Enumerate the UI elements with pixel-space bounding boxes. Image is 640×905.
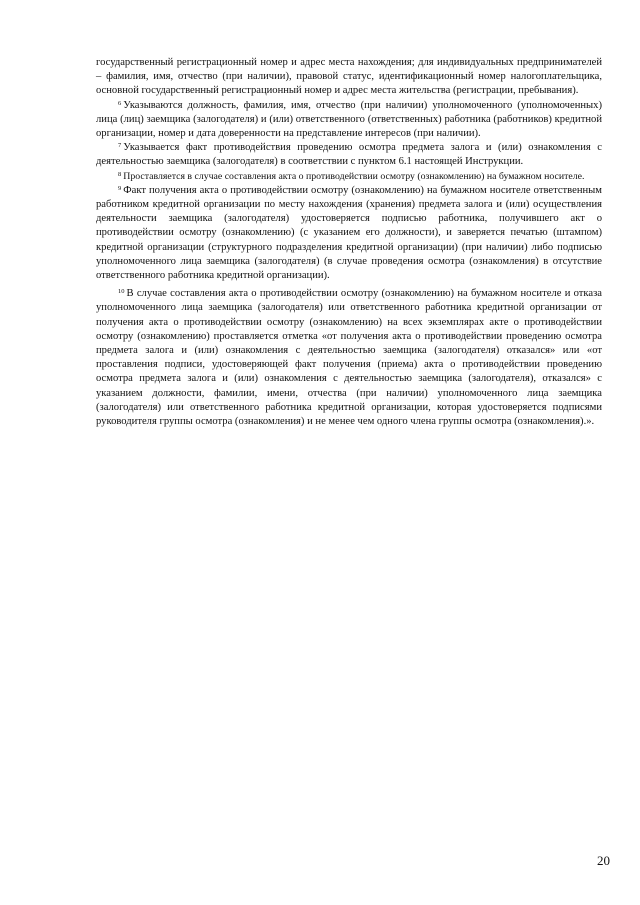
- footnote-marker: 9: [118, 184, 122, 192]
- footnote-6: $^6$ Указываются должность, фамилия, имя, отчество (при наличии) уполномоченного (уполномоченных) лица (лиц) заемщика (залогодателя) и (или) ответственного (ответственных) работника (работников) кредитной организации, номер и дата доверенности на представление интересов (при наличии).: [96, 99, 602, 140]
- footnote-marker: 10: [118, 288, 125, 296]
- footnote-8: $^8$ Проставляется в случае составления акта о противодействии осмотру (ознакомлению) на бумажном носителе.: [118, 170, 585, 182]
- footnote-9: $^9$ Факт получения акта о противодействии осмотру (ознакомлению) на бумажном носителе ответственным работником кредитной организации по месту нахождения (хранения) предмета залога и (или) осуществления деятельности заемщика (залогодателя) удостоверяется подписью работника, получившего акт о противодействии осмотру (ознакомлению) (с указанием его должности), и заверяется печатью (штампом) кредитной организации (структурного подразделения кредитной организации) (при наличии) либо подписью уполномоченного лица заемщика (залогодателя) (в случае проведения осмотра (ознакомления) в отсутствие ответственного работника кредитной организации).: [96, 184, 602, 282]
- footnote-7: $^7$ Указывается факт противодействия проведению осмотра предмета залога и (или) ознакомления с деятельностью заемщика (залогодателя) в соответствии с пунктом 6.1 настоящей Инструкции.: [96, 142, 602, 168]
- paragraph-continuation: государственный регистрационный номер и адрес места нахождения; для индивидуальных предпринимателей – фамилия, имя, отчество (при наличии), правовой статус, идентификационный номер налогоплательщика, основной государственный регистрационный номер и адрес места жительства (регистрации, пребывания).: [96, 57, 602, 97]
- page-number: 20: [597, 853, 610, 868]
- footnote-marker: 6: [118, 99, 122, 107]
- footnote-marker: 8: [118, 170, 122, 178]
- footnote-marker: 7: [118, 142, 122, 150]
- footnote-10: $^{10}$ В случае составления акта о противодействии осмотру (ознакомлению) на бумажном носителе и отказа уполномоченного лица заемщика (залогодателя) или ответственного работника кредитной организации от получения акта о противодействии осмотру (ознакомлению) на всех экземплярах акте о противодействии осмотру (ознакомлению) проставляется отметка «от получения акта о противодействии проведению осмотра предмета залога и (или) ознакомления с деятельностью заемщика (залогодателя) отказался» или «от проставления подписи, удостоверяющей факт получения (приема) акта о противодействии проведению осмотра предмета залога и (или) ознакомления с деятельностью заемщика (залогодателя), отказался» с указанием должности, фамилии, имени, отчества (при наличии) уполномоченного лица заемщика (залогодателя) или ответственного работника кредитной организации, которая удостоверяется подписями руководителя группы осмотра (ознакомления) и не менее чем одного члена группы осмотра (ознакомления).».: [96, 288, 602, 428]
- footnotes-text: [96, 56, 602, 429]
